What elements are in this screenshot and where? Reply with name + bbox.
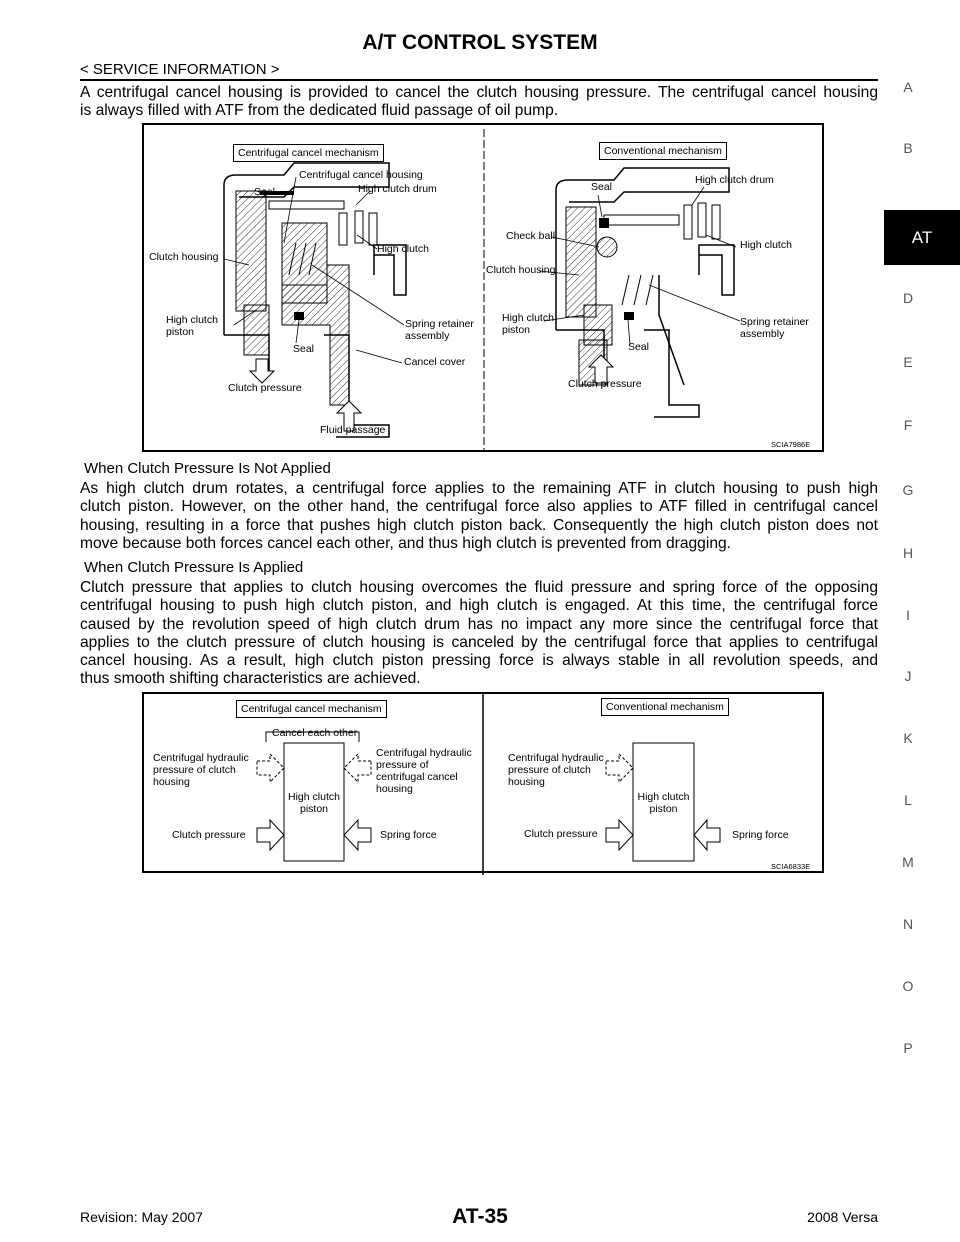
label-line: piston bbox=[502, 324, 531, 336]
sidebar-letter-e[interactable]: E bbox=[903, 354, 913, 370]
label-line: High clutch bbox=[502, 312, 554, 324]
text-line: applies to the clutch pressure of clutch housing is canceled by the centrifugal force that applies to centrifugal bbox=[80, 633, 878, 651]
cancel-each-other-label: Cancel each other bbox=[272, 727, 358, 739]
label-line: pressure of clutch bbox=[508, 764, 591, 776]
sidebar-tab-at-active[interactable]: AT bbox=[884, 210, 960, 265]
label-line: pressure of clutch bbox=[153, 764, 236, 776]
label: Clutch housing bbox=[486, 264, 556, 276]
figure-code: SCIA6833E bbox=[771, 862, 811, 871]
left-title-box: Centrifugal cancel mechanism bbox=[233, 144, 384, 162]
label: Check ball bbox=[506, 230, 556, 242]
sidebar-letter-b[interactable]: B bbox=[903, 140, 913, 156]
label: Clutch pressure bbox=[568, 378, 642, 390]
text-line: A centrifugal cancel housing is provided to cancel the clutch housing pressure. The centrifugal cancel housing bbox=[80, 84, 878, 101]
label: Seal bbox=[254, 186, 276, 198]
label: High clutch bbox=[377, 243, 429, 255]
figure-clutch-mechanism-cross-section bbox=[142, 123, 824, 452]
label: Seal bbox=[591, 181, 613, 193]
sidebar-letter-d[interactable]: D bbox=[902, 290, 914, 306]
footer-page-number: AT-35 bbox=[452, 1205, 508, 1228]
sidebar-letter-k[interactable]: K bbox=[903, 730, 913, 746]
sidebar-letter-i[interactable]: I bbox=[906, 607, 910, 623]
label-line: housing bbox=[508, 776, 545, 788]
section2-paragraph bbox=[80, 579, 878, 689]
label-line: piston bbox=[299, 803, 329, 815]
label-line: Spring retainer bbox=[405, 318, 474, 330]
label: Clutch housing bbox=[149, 251, 219, 263]
section1-paragraph bbox=[80, 480, 878, 553]
label bbox=[153, 752, 249, 788]
text-line: As high clutch drum rotates, a centrifugal force applies to the remaining ATF in clutch housing to push high bbox=[80, 480, 878, 497]
sidebar-letter-l[interactable]: L bbox=[904, 792, 912, 808]
text-line: centrifugal housing to push high clutch piston, and high clutch is engaged. At this time, the centrifugal force bbox=[80, 597, 878, 615]
label-line: housing bbox=[376, 783, 413, 795]
piston-label bbox=[284, 791, 344, 815]
label bbox=[166, 314, 218, 338]
label: High clutch drum bbox=[695, 174, 774, 186]
label: Centrifugal cancel housing bbox=[299, 169, 423, 181]
label bbox=[405, 318, 474, 342]
sidebar-letter-n[interactable]: N bbox=[902, 916, 914, 932]
label-line: Centrifugal hydraulic bbox=[153, 752, 249, 764]
right-title-box: Conventional mechanism bbox=[599, 142, 727, 160]
text-line: caused by the revolution speed of high clutch drum has no impact any more since the centrifugal force that bbox=[80, 615, 878, 633]
label: Clutch pressure bbox=[524, 828, 598, 840]
label bbox=[508, 752, 604, 788]
label bbox=[376, 747, 472, 795]
label: Clutch pressure bbox=[172, 829, 246, 841]
label bbox=[502, 312, 554, 336]
label bbox=[740, 316, 809, 340]
intro-paragraph bbox=[80, 84, 878, 121]
label-line: High clutch bbox=[637, 791, 690, 803]
label: Seal bbox=[293, 343, 315, 355]
label-line: assembly bbox=[740, 328, 785, 340]
section-label: < SERVICE INFORMATION > bbox=[80, 61, 280, 78]
label: Spring force bbox=[732, 829, 789, 841]
label-line: pressure of bbox=[376, 759, 429, 771]
label: Fluid passage bbox=[320, 424, 386, 436]
figure-force-diagram bbox=[142, 692, 824, 873]
sidebar-letter-f[interactable]: F bbox=[903, 417, 913, 433]
label: Seal bbox=[628, 341, 650, 353]
text-line: move because both forces cancel each other, and thus high clutch is prevented from dragging. bbox=[80, 534, 732, 552]
section-heading: When Clutch Pressure Is Not Applied bbox=[84, 460, 331, 477]
label-line: piston bbox=[166, 326, 195, 338]
figure-code: SCIA7986E bbox=[771, 440, 811, 449]
text-line: housing, resulting in a force that pushes high clutch piston back. Consequently the high clutch piston does not bbox=[80, 516, 878, 534]
label: Spring force bbox=[380, 829, 437, 841]
header-divider bbox=[80, 79, 878, 81]
text-line: thus smooth shifting characteristics are achieved. bbox=[80, 670, 421, 688]
page-title: A/T CONTROL SYSTEM bbox=[362, 31, 598, 54]
sidebar-letter-a[interactable]: A bbox=[903, 79, 913, 95]
text-line: Clutch pressure that applies to clutch housing overcomes the fluid pressure and spring force of the opposing bbox=[80, 579, 878, 596]
footer-model: 2008 Versa bbox=[807, 1209, 878, 1225]
label-line: housing bbox=[153, 776, 190, 788]
sidebar-letter-m[interactable]: M bbox=[902, 854, 914, 870]
label-line: centrifugal cancel bbox=[376, 771, 458, 783]
label-line: High clutch bbox=[166, 314, 218, 326]
label-line: piston bbox=[649, 803, 678, 815]
sidebar-letter-p[interactable]: P bbox=[903, 1040, 913, 1056]
label-line: assembly bbox=[405, 330, 450, 342]
label: Cancel cover bbox=[404, 356, 466, 368]
right-title-box: Conventional mechanism bbox=[601, 698, 729, 716]
text-line: cancel housing. As a result, high clutch piston pressing force is always stable in all revolution speeds, and bbox=[80, 652, 878, 670]
footer-revision: Revision: May 2007 bbox=[80, 1209, 203, 1225]
label: High clutch bbox=[740, 239, 792, 251]
sidebar-letter-j[interactable]: J bbox=[904, 668, 912, 684]
piston-label bbox=[633, 791, 694, 815]
label-line: Centrifugal hydraulic bbox=[508, 752, 604, 764]
sidebar-letter-o[interactable]: O bbox=[902, 978, 914, 994]
left-title-box: Centrifugal cancel mechanism bbox=[236, 700, 387, 718]
label: High clutch drum bbox=[358, 183, 437, 195]
sidebar-letter-g[interactable]: G bbox=[902, 482, 914, 498]
label-line: Centrifugal hydraulic bbox=[376, 747, 472, 759]
label: Clutch pressure bbox=[228, 382, 302, 394]
sidebar-letter-h[interactable]: H bbox=[902, 545, 914, 561]
label-line: Spring retainer bbox=[740, 316, 809, 328]
section-heading: When Clutch Pressure Is Applied bbox=[84, 559, 304, 576]
text-line: clutch piston. However, on the other hand, the centrifugal force also applies to ATF filled in centrifugal cancel bbox=[80, 498, 878, 516]
text-line: is always filled with ATF from the dedicated fluid passage of oil pump. bbox=[80, 102, 559, 120]
label-line: High clutch bbox=[288, 791, 340, 803]
